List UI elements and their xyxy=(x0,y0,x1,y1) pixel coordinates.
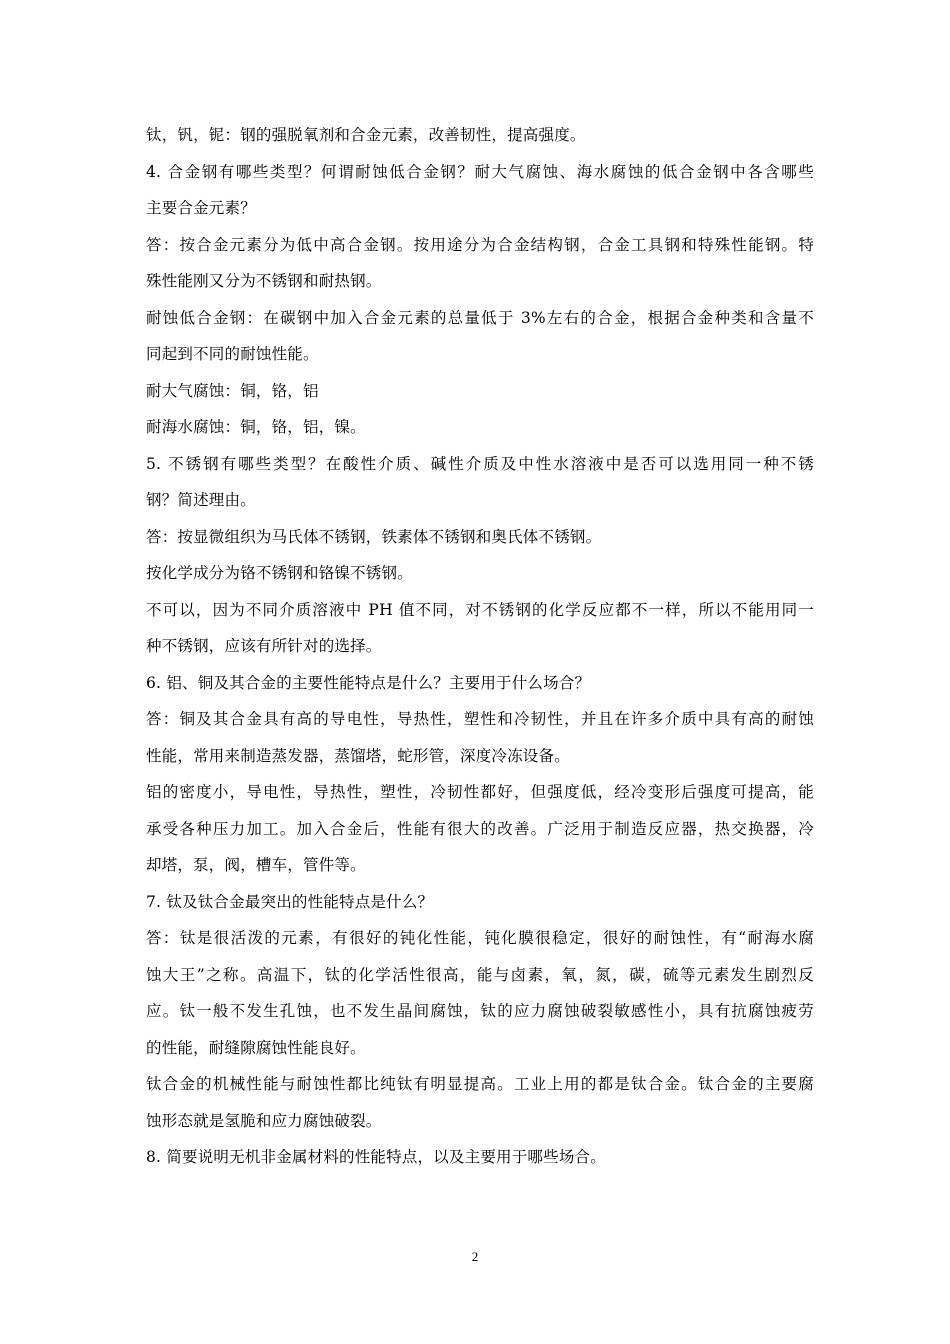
answer-line: 答：钛是很活泼的元素，有很好的钝化性能，钝化膜很稳定，很好的耐蚀性，有“耐海水腐 xyxy=(146,929,814,947)
text-line: 承受各种压力加工。加入合金后，性能有很大的改善。广泛用于制造反应器，热交换器，冷 xyxy=(146,819,814,838)
text-line: 钛合金的机械性能与耐蚀性都比纯钛有明显提高。工业上用的都是钛合金。钛合金的主要腐 xyxy=(146,1075,814,1093)
text-line: 钛，钒，铌：钢的强脱氧剂和合金元素，改善韧性，提高强度。 xyxy=(146,126,586,144)
text-line: 耐海水腐蚀：铜，铬，铝，镍。 xyxy=(146,418,366,436)
text-line: 铝的密度小，导电性，导热性，塑性，冷韧性都好，但强度低，经冷变形后强度可提高，能 xyxy=(146,783,814,801)
text-line: 却塔，泵，阀，槽车，管件等。 xyxy=(146,856,366,874)
answer-line: 答：按显微组织为马氏体不锈钢，铁素体不锈钢和奥氏体不锈钢。 xyxy=(146,527,602,546)
text-line: 种不锈钢，应该有所针对的选择。 xyxy=(146,637,382,655)
text-line: 的性能，耐缝隙腐蚀性能良好。 xyxy=(146,1038,366,1057)
question-heading: 5. 不锈钢有哪些类型？在酸性介质、碱性介质及中性水溶液中是否可以选用同一种不锈 xyxy=(146,454,814,473)
text-line: 同起到不同的耐蚀性能。 xyxy=(146,345,319,363)
question-heading: 6. 铝、铜及其合金的主要性能特点是什么？主要用于什么场合？ xyxy=(146,673,591,692)
text-line: 性能，常用来制造蒸发器，蒸馏塔，蛇形管，深度冷冻设备。 xyxy=(146,746,570,765)
question-heading: 7. 钛及钛合金最突出的性能特点是什么？ xyxy=(146,892,434,911)
text-line: 殊性能刚又分为不锈钢和耐热钢。 xyxy=(146,272,382,290)
text-line: 主要合金元素？ xyxy=(146,199,256,217)
text-line: 耐大气腐蚀：铜，铬，铝 xyxy=(146,381,319,400)
text-line: 耐蚀低合金钢：在碳钢中加入合金元素的总量低于 3%左右的合金，根据合金种类和含量不 xyxy=(146,308,814,327)
text-line: 不可以，因为不同介质溶液中 PH 值不同，对不锈钢的化学反应都不一样，所以不能用同一 xyxy=(146,600,814,619)
text-line: 应。钛一般不发生孔蚀，也不发生晶间腐蚀，钛的应力腐蚀破裂敏感性小，具有抗腐蚀疲劳 xyxy=(146,1002,814,1020)
answer-line: 答：按合金元素分为低中高合金钢。按用途分为合金结构钢，合金工具钢和特殊性能钢。特 xyxy=(146,235,814,254)
text-line: 钢？简述理由。 xyxy=(146,491,256,509)
document-body xyxy=(146,117,814,1176)
question-heading: 4. 合金钢有哪些类型？何谓耐蚀低合金钢？耐大气腐蚀、海水腐蚀的低合金钢中各含哪些 xyxy=(146,162,814,181)
text-line: 蚀形态就是氢脆和应力腐蚀破裂。 xyxy=(146,1111,382,1130)
text-line: 按化学成分为铬不锈钢和铬镍不锈钢。 xyxy=(146,564,413,582)
text-line: 蚀大王”之称。高温下，钛的化学活性很高，能与卤素，氧，氮，碳，硫等元素发生剧烈反 xyxy=(146,965,814,984)
answer-line: 答：铜及其合金具有高的导电性，导热性，塑性和冷韧性，并且在许多介质中具有高的耐蚀 xyxy=(146,710,814,728)
page-number: 2 xyxy=(471,1249,479,1264)
question-heading: 8. 简要说明无机非金属材料的性能特点，以及主要用于哪些场合。 xyxy=(146,1148,606,1166)
